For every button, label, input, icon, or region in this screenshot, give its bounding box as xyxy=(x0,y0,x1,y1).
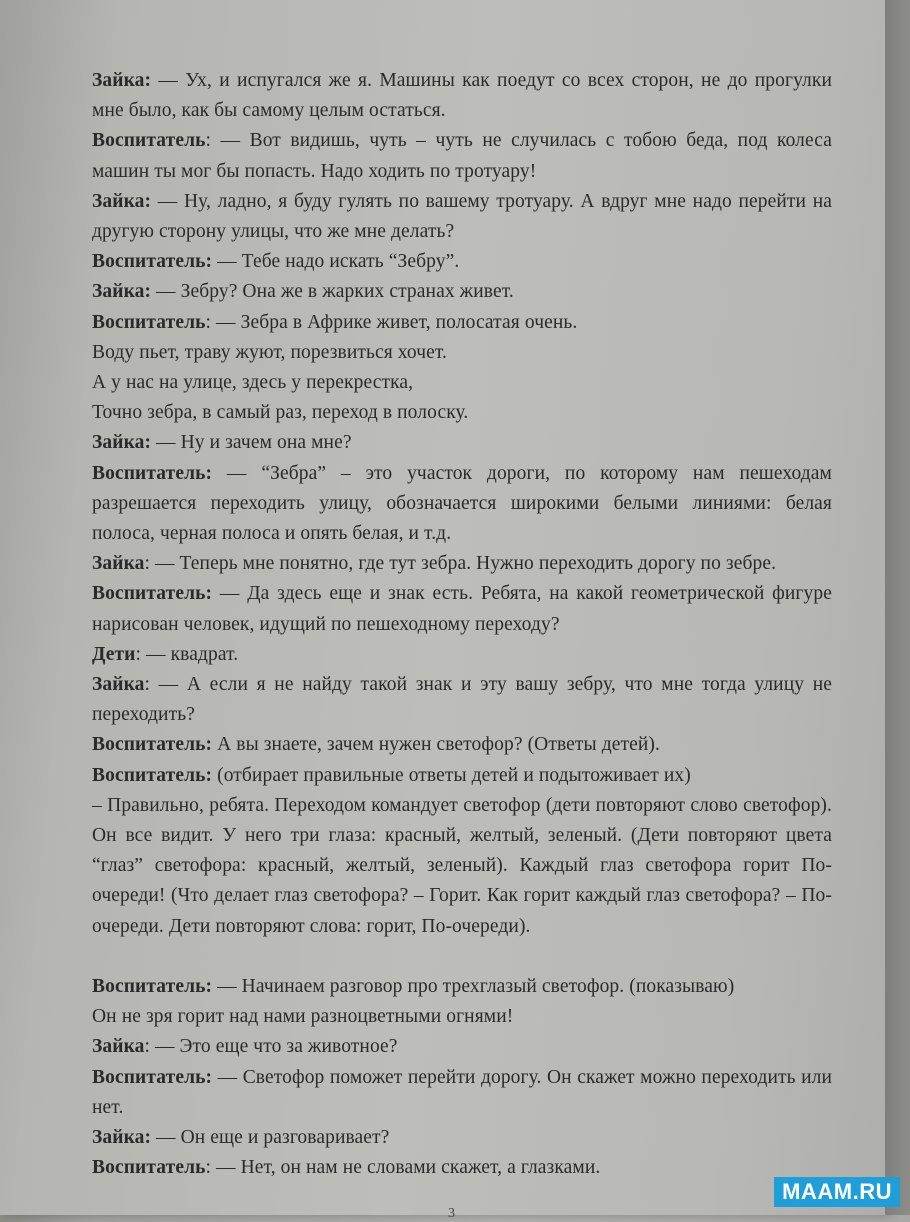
speaker-name: Воспитатель: xyxy=(92,764,213,786)
dialogue-line xyxy=(92,640,832,670)
dialogue-line xyxy=(92,730,832,760)
dialogue-block-2 xyxy=(92,972,832,1183)
dialogue-line xyxy=(92,579,832,639)
speaker-name: Воспитатель xyxy=(92,130,206,152)
line-text: — Светофор поможет перейти дорогу. Он скажет можно переходить или нет. xyxy=(92,1066,832,1118)
speaker-name: Зайка xyxy=(92,674,145,696)
dialogue-line xyxy=(92,308,832,338)
speaker-name: Зайка xyxy=(92,553,145,575)
line-text: – Правильно, ребята. Переходом командует светофор (дети повторяют слово светофор). Он все видит. У него три глаза: красный, желтый, зеленый. (Дети повторяют цвета “глаз” светофора: красный, желтый, зеленый). Каждый глаз светофора горит По-очереди! (Что делает глаз светофора? – Горит. Как горит каждый глаз светофора? – По-очереди. Дети повторяют слова: горит, По-очереди). xyxy=(92,794,832,937)
line-text: — Ну, ладно, я буду гулять по вашему тротуару. А вдруг мне надо перейти на другую сторону улицы, что же мне делать? xyxy=(92,190,832,243)
line-text: : — Это еще что за животное? xyxy=(144,1036,398,1058)
dialogue-line xyxy=(92,549,832,579)
page-edge-shadow xyxy=(885,0,910,1215)
dialogue-line xyxy=(92,368,832,398)
dialogue-line xyxy=(92,459,832,550)
dialogue-line xyxy=(92,66,832,126)
dialogue-line xyxy=(92,126,832,186)
speaker-name: Воспитатель: xyxy=(92,734,213,756)
dialogue-line xyxy=(92,428,832,458)
dialogue-block-1 xyxy=(92,66,832,942)
speaker-name: Зайка: xyxy=(92,70,152,91)
speaker-name: Воспитатель xyxy=(92,1157,206,1179)
line-text: — “Зебра” – это участок дороги, по которому нам пешеходам разрешается переходить улицу, обозначается широкими белыми линиями: белая полоса, черная полоса и опять белая, и т.д. xyxy=(92,462,832,545)
dialogue-line xyxy=(92,1002,832,1032)
dialogue-line xyxy=(92,187,832,247)
speaker-name: Воспитатель: xyxy=(92,975,213,997)
line-text: А вы знаете, зачем нужен светофор? (Ответы детей). xyxy=(212,734,660,756)
line-text: Воду пьет, траву жуют, порезвиться хочет. xyxy=(92,341,448,363)
dialogue-line xyxy=(92,1153,832,1183)
page-number: 3 xyxy=(448,1206,455,1221)
speaker-name: Зайка: xyxy=(92,281,152,303)
site-watermark-logo: MAAM.RU xyxy=(774,1177,900,1207)
line-text: — Ну и зачем она мне? xyxy=(151,432,352,454)
speaker-name: Дети xyxy=(92,643,136,665)
line-text: : — Теперь мне понятно, где тут зебра. Нужно переходить дорогу по зебре. xyxy=(144,553,777,575)
dialogue-line xyxy=(92,791,832,942)
speaker-name: Зайка: xyxy=(92,1126,152,1148)
line-text: : — Вот видишь, чуть – чуть не случилась с тобою беда, под колеса машин ты мог бы попасть. Надо ходить по тротуару! xyxy=(92,130,832,182)
line-text: — Ух, и испугался же я. Машины как поедут со всех сторон, не до прогулки мне было, как бы самому целым остаться. xyxy=(92,70,832,122)
dialogue-line xyxy=(92,1063,832,1123)
dialogue-line xyxy=(92,338,832,368)
dialogue-line xyxy=(92,670,832,730)
line-text: : — А если я не найду такой знак и эту вашу зебру, что мне тогда улицу не переходить? xyxy=(92,674,832,726)
line-text: — Да здесь еще и знак есть. Ребята, на какой геометрической фигуре нарисован человек, идущий по пешеходному переходу? xyxy=(92,583,832,635)
speaker-name: Воспитатель xyxy=(92,311,206,333)
speaker-name: Зайка xyxy=(92,1036,145,1058)
line-text: (отбирает правильные ответы детей и подытоживает их) xyxy=(212,764,691,786)
line-text: : — Зебра в Африке живет, полосатая очень. xyxy=(205,311,578,333)
line-text: : — квадрат. xyxy=(135,643,239,665)
speaker-name: Зайка: xyxy=(92,190,152,212)
dialogue-line xyxy=(92,1032,832,1062)
line-text: — Тебе надо искать “Зебру”. xyxy=(212,251,460,273)
speaker-name: Воспитатель: xyxy=(92,462,213,484)
paragraph-gap xyxy=(92,942,832,972)
speaker-name: Воспитатель: xyxy=(92,251,213,273)
dialogue-line xyxy=(92,761,832,791)
dialogue-line xyxy=(92,972,832,1002)
line-text: Точно зебра, в самый раз, переход в полоску. xyxy=(92,402,469,424)
line-text: — Начинаем разговор про трехглазый светофор. (показываю) xyxy=(212,975,735,997)
speaker-name: Зайка: xyxy=(92,432,152,454)
speaker-name: Воспитатель: xyxy=(92,583,213,605)
line-text: А у нас на улице, здесь у перекрестка, xyxy=(92,372,414,394)
dialogue-line xyxy=(92,277,832,307)
dialogue-line xyxy=(92,1123,832,1153)
line-text: — Зебру? Она же в жарких странах живет. xyxy=(151,281,514,303)
line-text: Он не зря горит над нами разноцветными огнями! xyxy=(92,1006,514,1028)
line-text: — Он еще и разговаривает? xyxy=(151,1126,390,1148)
dialogue-line xyxy=(92,398,832,428)
document-body xyxy=(92,66,832,1183)
speaker-name: Воспитатель: xyxy=(92,1066,213,1088)
dialogue-line xyxy=(92,247,832,277)
line-text: : — Нет, он нам не словами скажет, а глазками. xyxy=(205,1157,601,1179)
